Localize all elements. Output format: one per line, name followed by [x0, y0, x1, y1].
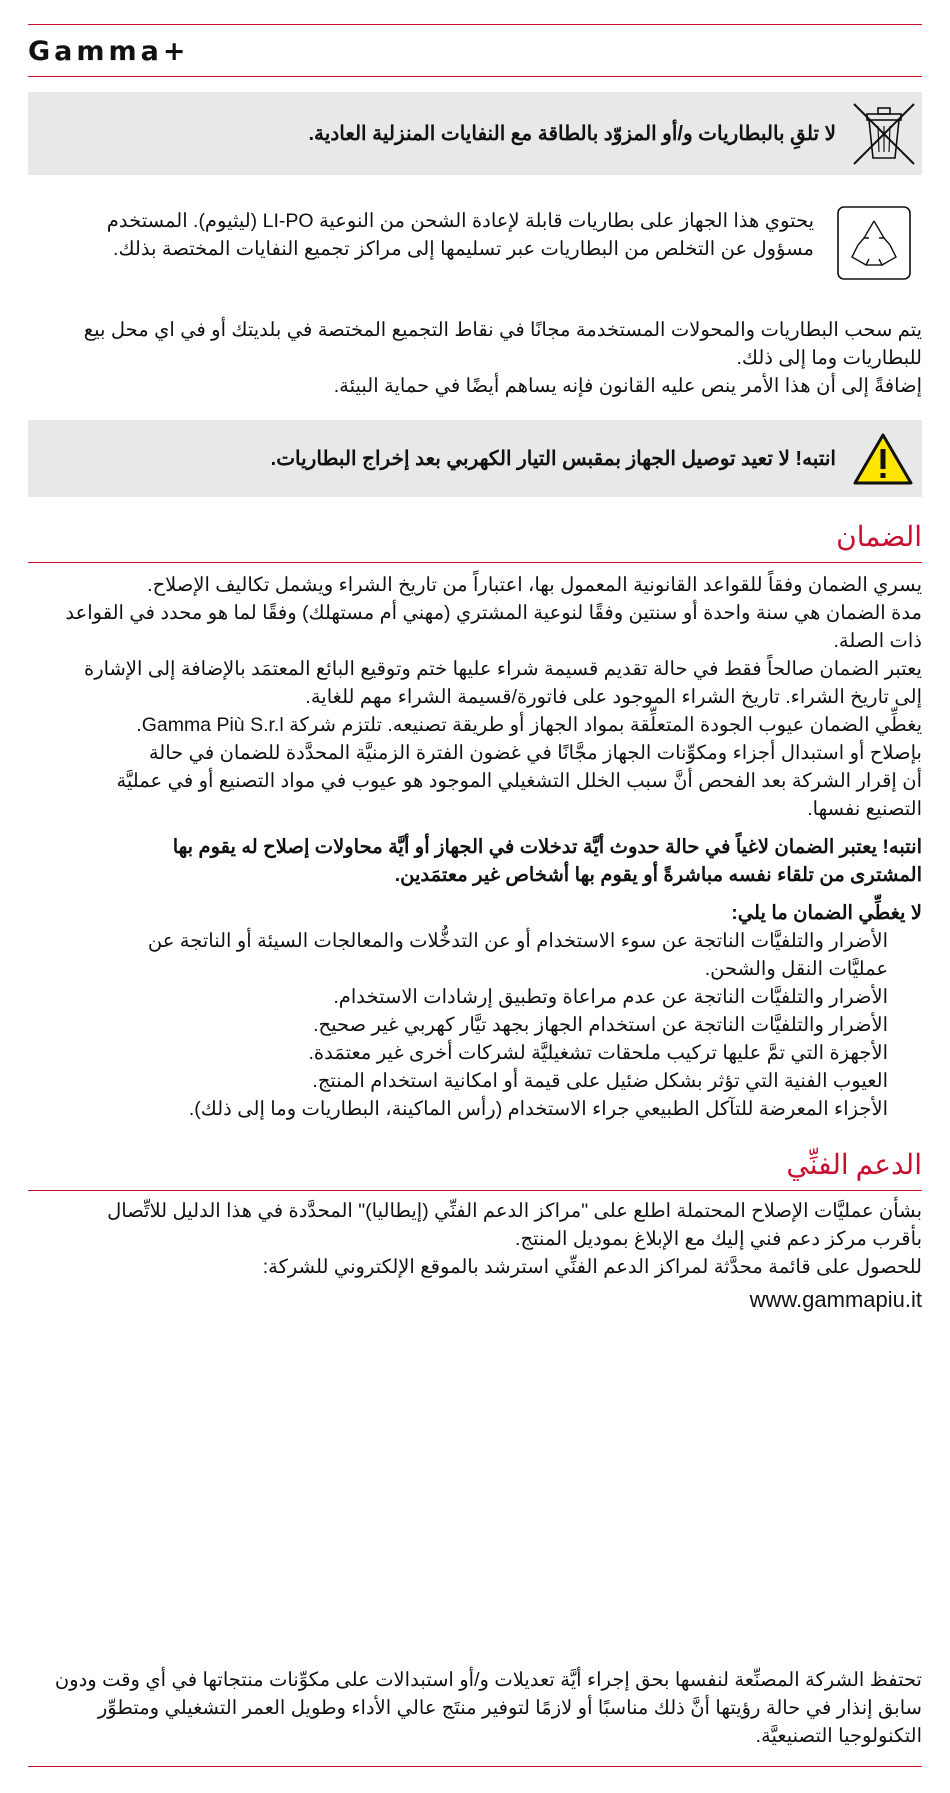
warranty-line: ذات الصلة.	[833, 630, 922, 652]
support-heading: الدعم الفنِّي	[786, 1150, 922, 1181]
warranty-void-text-2: المشترى من تلقاء نفسه مباشرةً أو يقوم بها أشخاص غير معتمَدين.	[394, 864, 922, 886]
support-rule	[28, 1190, 922, 1191]
warranty-line: يسري الضمان وفقاً للقواعد القانونية المعمول بها، اعتباراً من تاريخ الشراء ويشمل تكاليف الإصلاح.	[147, 574, 922, 596]
caution-box	[28, 420, 922, 497]
manual-page	[28, 0, 922, 1793]
recycle-icon	[836, 205, 912, 286]
warning-triangle-icon	[852, 432, 914, 491]
warranty-heading: الضمان	[836, 522, 922, 553]
support-line-1: بشأن عمليَّات الإصلاح المحتملة اطلع على "مراكز الدعم الفنِّي (إيطاليا)" المحدَّدة في هذا الدليل للاتِّصال	[107, 1200, 922, 1222]
not-covered-item: الأضرار والتلفيَّات الناتجة عن استخدام الجهاز بجهد تيَّار كهربي غير صحيح.	[313, 1014, 888, 1036]
caution-text: انتبه! لا تعيد توصيل الجهاز بمقبس التيار الكهربي بعد إخراج البطاريات.	[270, 448, 836, 470]
warranty-line: يغطِّي الضمان عيوب الجودة المتعلِّقة بمواد الجهاز أو طريقة تصنيعه. تلتزم شركة Gamma Più S.r.l.	[136, 714, 922, 736]
recycle-text-1: يحتوي هذا الجهاز على بطاريات قابلة لإعادة الشحن من النوعية LI-PO (ليثيوم). المستخدم	[106, 210, 814, 232]
warranty-line: أن إقرار الشركة بعد الفحص أنَّ سبب الخلل التشغيلي الموجود هو عيوب في مواد التصنيع أو في عمليَّة	[116, 770, 922, 792]
warranty-rule	[28, 562, 922, 563]
warranty-line: بإصلاح أو استبدال أجزاء ومكوِّنات الجهاز مجَّانًا في غضون الفترة الزمنيَّة المحدَّدة للضمان في حالة	[148, 742, 922, 764]
not-covered-item: الأضرار والتلفيَّات الناتجة عن عدم مراعاة وتطبيق إرشادات الاستخدام.	[333, 986, 888, 1008]
recycle-text-2: مسؤول عن التخلص من البطاريات عبر تسليمها إلى مراكز تجميع النفايات المختصة بذلك.	[113, 238, 814, 260]
collection-text-3: إضافةً إلى أن هذا الأمر ينص عليه القانون فإنه يساهم أيضًا في حماية البيئة.	[333, 375, 922, 397]
footer-line-2: سابق إنذار في حالة رؤيتها أنَّ ذلك مناسبًا أو لازمًا لتوفير منتَج عالي الأداء وطويل العمر التشغيلي ومتطوِّر	[97, 1697, 922, 1719]
crossed-bin-icon	[850, 100, 918, 173]
not-covered-item: الأضرار والتلفيَّات الناتجة عن سوء الاستخدام أو عن التدخُّلات والمعالجات السيئة أو الناتجة عن	[147, 930, 888, 952]
not-covered-title: لا يغطِّي الضمان ما يلي:	[731, 902, 922, 924]
warranty-line: يعتبر الضمان صالحاً فقط في حالة تقديم قسيمة شراء عليها ختم وتوقيع البائع المعتمَد بالإضافة إلى الإشارة	[83, 658, 922, 680]
not-covered-item: عمليَّات النقل والشحن.	[704, 958, 888, 980]
collection-text-1: يتم سحب البطاريات والمحولات المستخدمة مجانًا في نقاط التجميع المختصة في بلديتك أو في اي محل بيع	[83, 319, 922, 341]
warranty-line: التصنيع نفسها.	[807, 798, 922, 820]
header-rule	[28, 76, 922, 77]
website-link[interactable]: www.gammapiu.it	[749, 1287, 922, 1312]
top-rule	[28, 24, 922, 25]
disposal-warning-box	[28, 92, 922, 175]
support-line-2: بأقرب مركز دعم فني إليك مع الإبلاغ بموديل المنتج.	[515, 1228, 922, 1250]
collection-text-2: للبطاريات وما إلى ذلك.	[736, 347, 922, 369]
warranty-line: مدة الضمان هي سنة واحدة أو سنتين وفقًا لنوعية المشتري (مهني أم مستهلك) وفقًا لما هو محدد في القواعد	[65, 602, 922, 624]
disposal-warning-text: لا تلقِ بالبطاريات و/أو المزوّد بالطاقة مع النفايات المنزلية العادية.	[308, 123, 836, 145]
not-covered-item: الأجهزة التي تمَّ عليها تركيب ملحقات تشغيليَّة لشركات أخرى غير معتمَدة.	[308, 1042, 888, 1064]
footer-rule	[28, 1766, 922, 1767]
not-covered-item: العيوب الفنية التي تؤثر بشكل ضئيل على قيمة أو امكانية استخدام المنتج.	[312, 1070, 888, 1092]
warranty-void-text-1: انتبه! يعتبر الضمان لاغياً في حالة حدوث أيَّة تدخلات في الجهاز أو أيَّة محاولات إصلاح له يقوم بها	[172, 836, 922, 858]
brand-logo: Gamma+	[28, 36, 190, 67]
footer-line-3: التكنولوجيا التصنيعيَّة.	[755, 1725, 922, 1747]
footer-line-1: تحتفظ الشركة المصنِّعة لنفسها بحق إجراء أيَّة تعديلات و/أو استبدالات على مكوِّنات منتجاتها في أي وقت ودون	[54, 1669, 922, 1691]
support-line-3: للحصول على قائمة محدَّثة لمراكز الدعم الفنِّي استرشد بالموقع الإلكتروني للشركة:	[262, 1256, 922, 1278]
warranty-line: إلى تاريخ الشراء. تاريخ الشراء الموجود على فاتورة/قسيمة الشراء مهم للغاية.	[305, 686, 922, 708]
not-covered-item: الأجزاء المعرضة للتآكل الطبيعي جراء الاستخدام (رأس الماكينة، البطاريات وما إلى ذلك).	[188, 1098, 888, 1120]
